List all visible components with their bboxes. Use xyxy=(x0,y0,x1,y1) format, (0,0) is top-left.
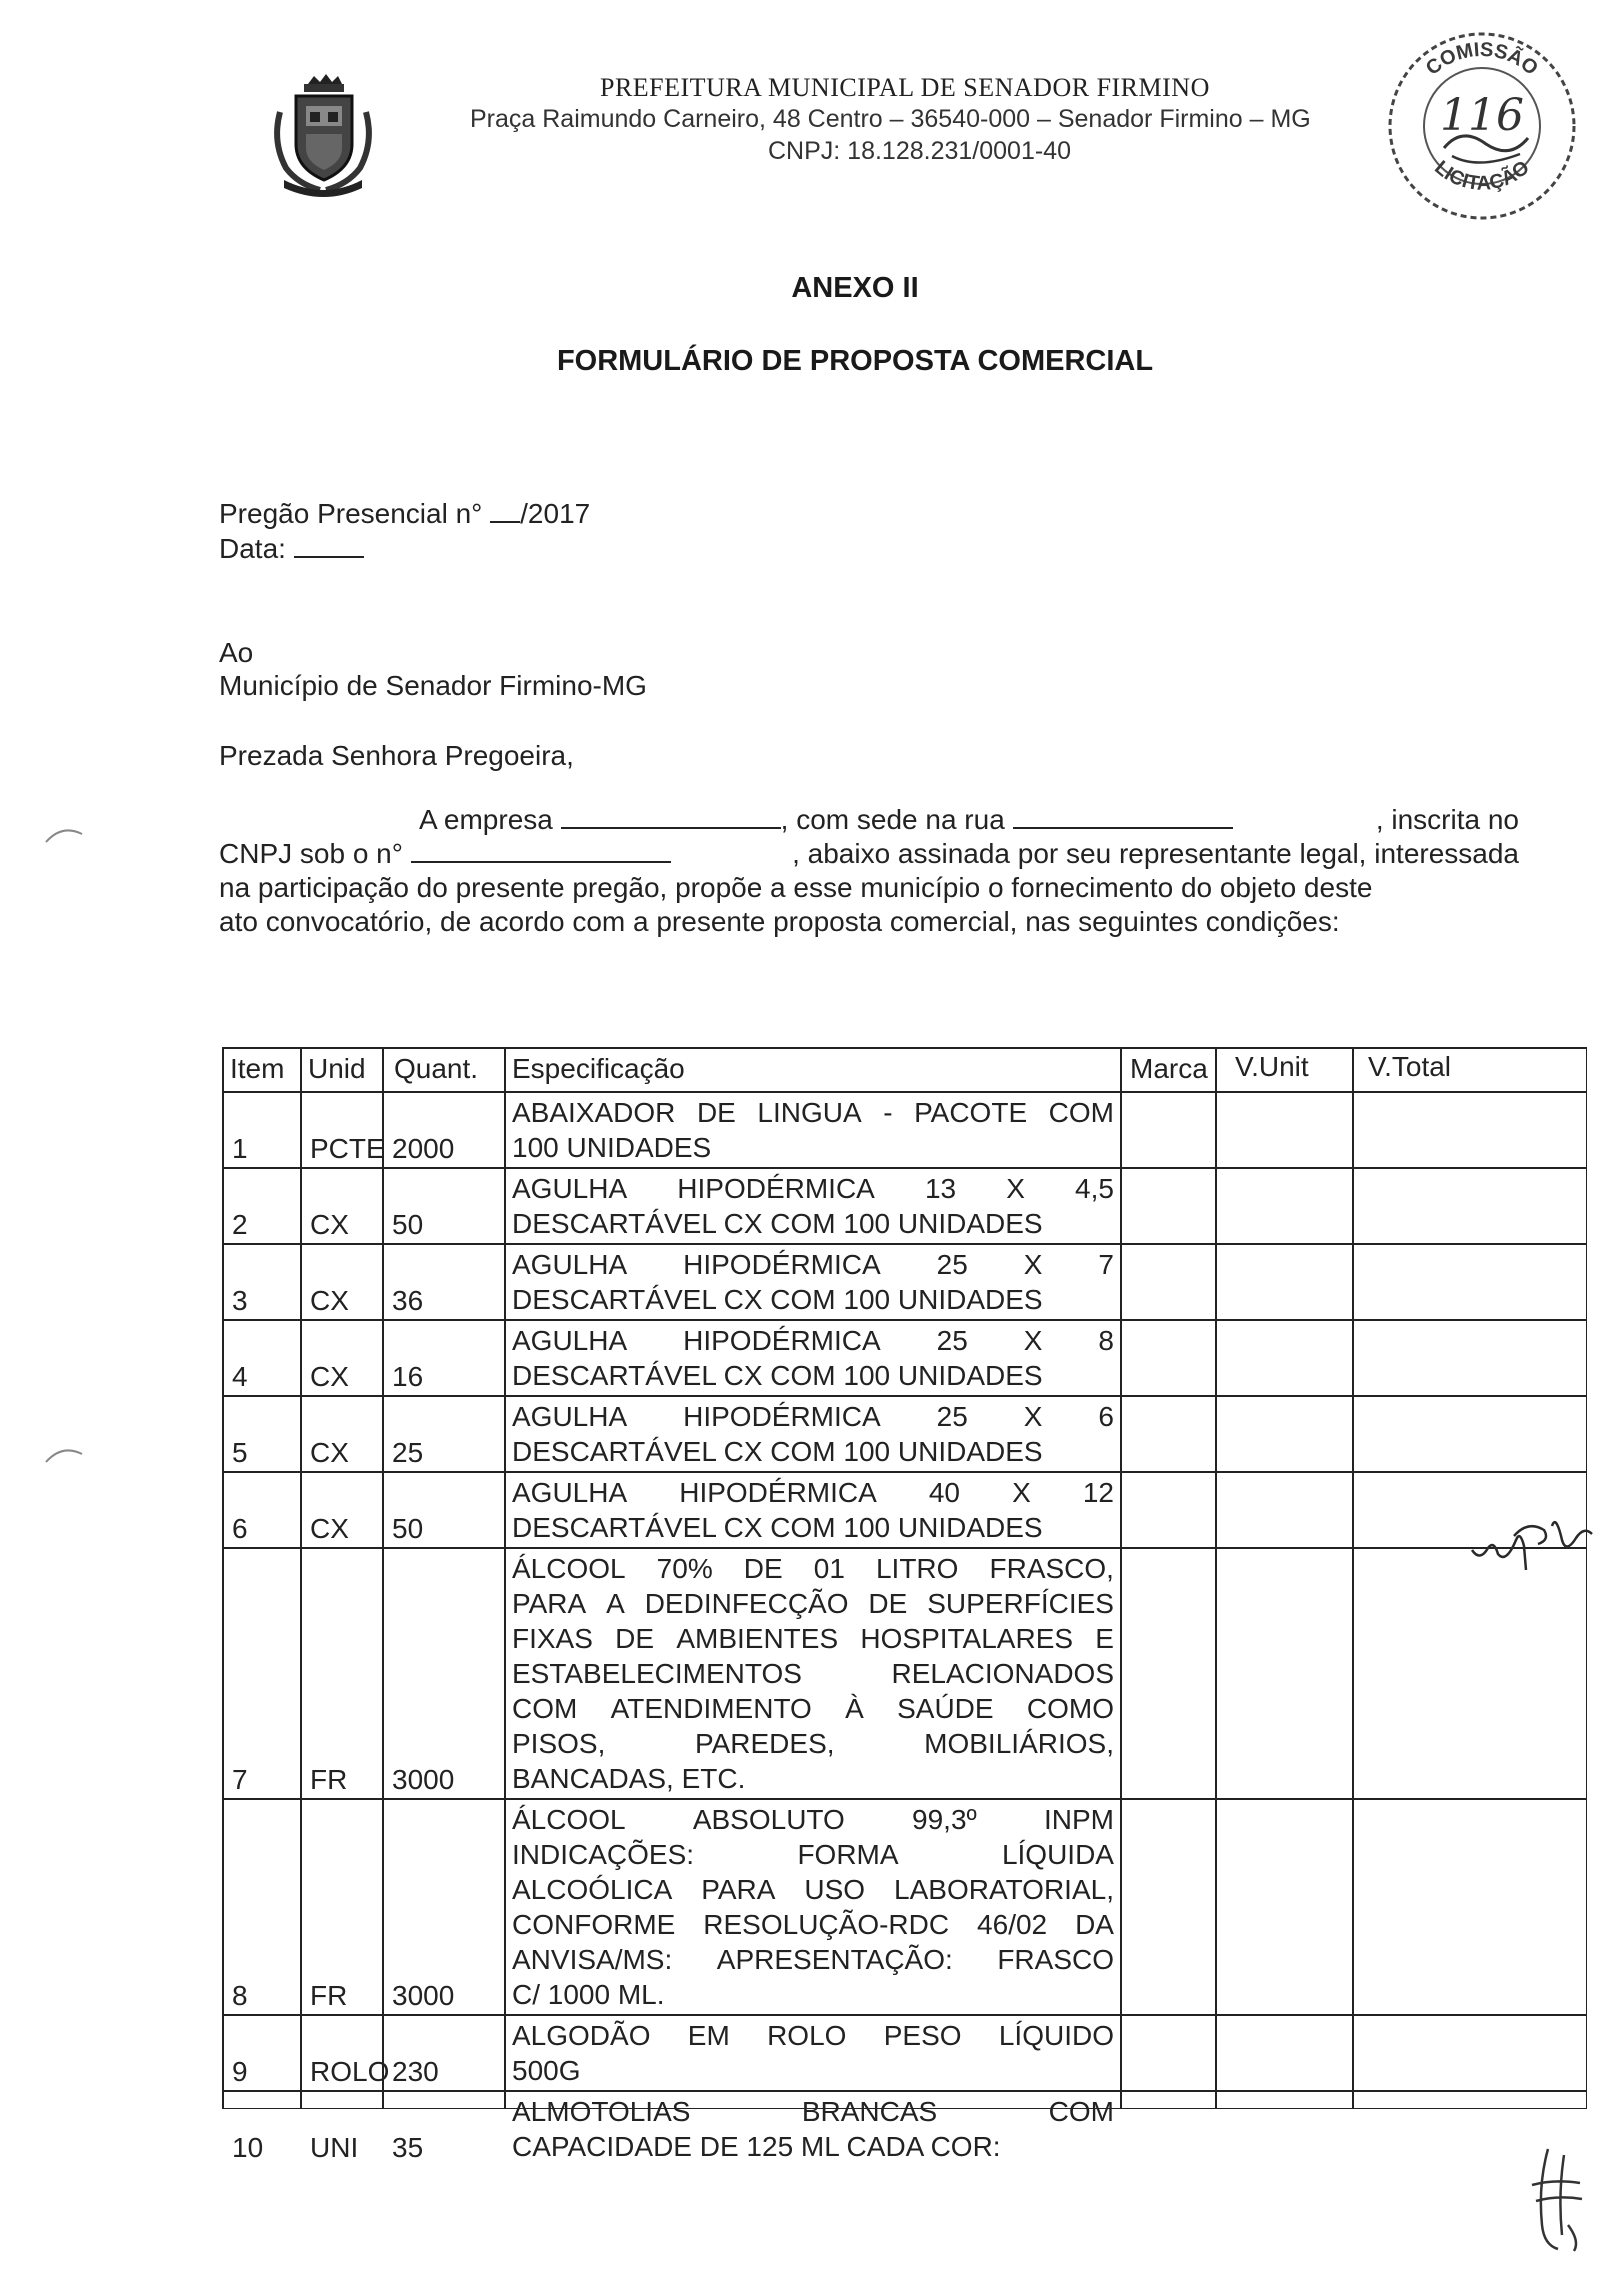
hole-punch-mark xyxy=(44,1440,84,1470)
handwritten-signature xyxy=(1466,1500,1596,1580)
commission-stamp xyxy=(1382,26,1582,226)
cell-item: 8 xyxy=(232,1980,248,2011)
cell-vtotal[interactable] xyxy=(1352,1243,1587,1319)
institution-address: Praça Raimundo Carneiro, 48 Centro – 36540-000 – Senador Firmino – MG xyxy=(470,105,1311,133)
header-vtotal: V.Total xyxy=(1368,1051,1452,1082)
spec-line: ALMOTOLIAS BRANCAS COM xyxy=(512,2096,1114,2127)
table-row xyxy=(222,1243,1587,1319)
pregao-number-blank[interactable] xyxy=(490,499,520,523)
cell-spec xyxy=(504,1167,1120,1243)
cell-unid: FR xyxy=(310,1764,348,1795)
table-row xyxy=(222,2014,1587,2090)
spec-line: FIXAS DE AMBIENTES HOSPITALARES E xyxy=(512,1623,1114,1654)
cell-marca[interactable] xyxy=(1120,1395,1215,1471)
company-blank[interactable] xyxy=(561,805,781,829)
spec-line: DESCARTÁVEL CX COM 100 UNIDADES xyxy=(512,1512,1043,1543)
table-row xyxy=(222,1798,1587,2014)
spec-line: BANCADAS, ETC. xyxy=(512,1763,746,1794)
spec-line: PARA A DEDINFECÇÃO DE SUPERFÍCIES xyxy=(512,1588,1114,1619)
cell-quant: 50 xyxy=(392,1513,424,1544)
table-row xyxy=(222,1471,1587,1547)
cell-quant: 3000 xyxy=(392,1764,455,1795)
cell-vtotal[interactable] xyxy=(1352,1167,1587,1243)
signed-by-text: , abaixo assinada por seu representante legal, interessada xyxy=(792,838,1519,869)
cell-item: 2 xyxy=(232,1209,248,1240)
pregao-label: Pregão Presencial n° xyxy=(219,498,483,529)
cell-vunit[interactable] xyxy=(1215,1547,1352,1798)
date-label: Data: xyxy=(219,533,286,564)
table-row xyxy=(222,1319,1587,1395)
spec-line: ALCOÓLICA PARA USO LABORATORIAL, xyxy=(512,1874,1114,1905)
cell-vunit[interactable] xyxy=(1215,1243,1352,1319)
cell-spec xyxy=(504,1471,1120,1547)
cell-item: 1 xyxy=(232,1133,248,1164)
pregao-year: /2017 xyxy=(520,498,591,529)
spec-line: C/ 1000 ML. xyxy=(512,1979,665,2010)
cell-vunit[interactable] xyxy=(1215,1319,1352,1395)
cell-vunit[interactable] xyxy=(1215,1395,1352,1471)
cell-item: 10 xyxy=(232,2132,264,2163)
table-row xyxy=(222,2090,1587,2166)
cell-marca[interactable] xyxy=(1120,1319,1215,1395)
institution-name: PREFEITURA MUNICIPAL DE SENADOR FIRMINO xyxy=(600,73,1210,102)
cell-quant: 16 xyxy=(392,1361,424,1392)
cell-quant: 3000 xyxy=(392,1980,455,2011)
cell-marca[interactable] xyxy=(1120,1091,1215,1167)
cell-spec xyxy=(504,1798,1120,2014)
cell-unid: CX xyxy=(310,1361,349,1392)
spec-line: 500G xyxy=(512,2055,581,2086)
cell-marca[interactable] xyxy=(1120,1167,1215,1243)
cell-unid: CX xyxy=(310,1513,349,1544)
spec-line: AGULHA HIPODÉRMICA 13 X 4,5 xyxy=(512,1173,1114,1204)
stamp-top-text: COMISSÃO xyxy=(1421,38,1542,80)
hole-punch-mark xyxy=(44,820,84,850)
spec-line: DESCARTÁVEL CX COM 100 UNIDADES xyxy=(512,1436,1043,1467)
intro-line-2 xyxy=(219,837,1519,871)
date-line xyxy=(219,533,364,565)
table-row xyxy=(222,1167,1587,1243)
cell-spec xyxy=(504,1547,1120,1798)
registered-label: , inscrita no xyxy=(1375,804,1519,835)
cell-quant: 25 xyxy=(392,1437,424,1468)
cell-vtotal[interactable] xyxy=(1352,1395,1587,1471)
spec-line: PISOS, PAREDES, MOBILIÁRIOS, xyxy=(512,1728,1114,1759)
spec-line: ESTABELECIMENTOS RELACIONADOS xyxy=(512,1658,1114,1689)
addressee-line2: Município de Senador Firmino-MG xyxy=(219,670,647,701)
cell-spec xyxy=(504,2090,1120,2166)
stamp-bottom-text: LICITAÇÃO xyxy=(1430,156,1534,195)
spec-line: COM ATENDIMENTO À SAÚDE COMO xyxy=(512,1693,1114,1724)
cell-vunit[interactable] xyxy=(1215,1167,1352,1243)
cell-unid: UNI xyxy=(310,2132,359,2163)
cnpj-blank[interactable] xyxy=(411,839,671,863)
cell-unid: ROLO xyxy=(310,2056,390,2087)
cell-unid: PCTE xyxy=(310,1133,385,1164)
spec-line: AGULHA HIPODÉRMICA 25 X 7 xyxy=(512,1249,1114,1280)
cell-marca[interactable] xyxy=(1120,1471,1215,1547)
spec-line: INDICAÇÕES: FORMA LÍQUIDA xyxy=(512,1839,1114,1870)
cnpj-label: CNPJ sob o n° xyxy=(219,838,403,869)
spec-line: DESCARTÁVEL CX COM 100 UNIDADES xyxy=(512,1284,1043,1315)
cell-marca[interactable] xyxy=(1120,1798,1215,2014)
spec-line: ÁLCOOL ABSOLUTO 99,3º INPM xyxy=(512,1804,1114,1835)
cell-vunit[interactable] xyxy=(1215,1798,1352,2014)
intro-line-1 xyxy=(219,803,1519,837)
intro-paragraph xyxy=(219,803,1519,939)
cell-spec xyxy=(504,1091,1120,1167)
stamp-number: 116 xyxy=(1440,90,1524,141)
table-row xyxy=(222,1091,1587,1167)
cell-unid: CX xyxy=(310,1209,349,1240)
proposal-table xyxy=(222,1047,1587,2163)
spec-line: ALGODÃO EM ROLO PESO LÍQUIDO xyxy=(512,2020,1114,2051)
intro-line-3: na participação do presente pregão, propõe a esse município o fornecimento do objeto deste xyxy=(219,872,1373,903)
cell-spec xyxy=(504,1319,1120,1395)
intro-line-4: ato convocatório, de acordo com a presente proposta comercial, nas seguintes condições: xyxy=(219,906,1340,937)
cell-unid: FR xyxy=(310,1980,348,2011)
cell-vtotal[interactable] xyxy=(1352,1091,1587,1167)
spec-line: DESCARTÁVEL CX COM 100 UNIDADES xyxy=(512,1360,1043,1391)
company-label: A empresa xyxy=(419,804,553,835)
cell-spec xyxy=(504,2014,1120,2090)
table-row xyxy=(222,1547,1587,1798)
cell-vunit[interactable] xyxy=(1215,2090,1352,2166)
cell-unid: CX xyxy=(310,1437,349,1468)
spec-line: AGULHA HIPODÉRMICA 25 X 6 xyxy=(512,1401,1114,1432)
cell-spec xyxy=(504,1243,1120,1319)
cell-item: 9 xyxy=(232,2056,248,2087)
cell-unid: CX xyxy=(310,1285,349,1316)
cell-vtotal[interactable] xyxy=(1352,1319,1587,1395)
cell-vunit[interactable] xyxy=(1215,1471,1352,1547)
cell-item: 6 xyxy=(232,1513,248,1544)
spec-line: AGULHA HIPODÉRMICA 25 X 8 xyxy=(512,1325,1114,1356)
spec-line: AGULHA HIPODÉRMICA 40 X 12 xyxy=(512,1477,1114,1508)
annex-title: ANEXO II xyxy=(791,272,919,304)
table-header-row xyxy=(222,1047,1587,1091)
spec-line: ANVISA/MS: APRESENTAÇÃO: FRASCO xyxy=(512,1944,1114,1975)
cell-vtotal[interactable] xyxy=(1352,1547,1587,1798)
spec-line: ÁLCOOL 70% DE 01 LITRO FRASCO, xyxy=(512,1553,1114,1584)
cell-quant: 36 xyxy=(392,1285,424,1316)
pregao-line xyxy=(219,498,590,530)
cell-item: 5 xyxy=(232,1437,248,1468)
cell-item: 3 xyxy=(232,1285,248,1316)
street-label: , com sede na rua xyxy=(780,804,1005,835)
header-spec: Especificação xyxy=(512,1053,685,1084)
cell-marca[interactable] xyxy=(1120,1547,1215,1798)
header-item: Item xyxy=(230,1053,285,1084)
header-marca: Marca xyxy=(1130,1053,1208,1084)
cell-vunit[interactable] xyxy=(1215,1091,1352,1167)
street-blank[interactable] xyxy=(1013,805,1233,829)
cell-quant: 50 xyxy=(392,1209,424,1240)
cell-quant: 35 xyxy=(392,2132,424,2163)
cell-item: 4 xyxy=(232,1361,248,1392)
spec-line: DESCARTÁVEL CX COM 100 UNIDADES xyxy=(512,1208,1043,1239)
header-vunit: V.Unit xyxy=(1235,1051,1309,1082)
date-blank[interactable] xyxy=(294,534,364,558)
municipal-crest-icon xyxy=(268,72,378,200)
header-quant: Quant. xyxy=(394,1053,479,1084)
cell-vtotal[interactable] xyxy=(1352,1798,1587,2014)
spec-line: CAPACIDADE DE 125 ML CADA COR: xyxy=(512,2131,1001,2162)
form-title: FORMULÁRIO DE PROPOSTA COMERCIAL xyxy=(556,345,1154,377)
cell-marca[interactable] xyxy=(1120,1243,1215,1319)
cell-spec xyxy=(504,1395,1120,1471)
institution-cnpj: CNPJ: 18.128.231/0001-40 xyxy=(768,137,1071,165)
handwritten-initials xyxy=(1518,2145,1588,2255)
table-row xyxy=(222,1395,1587,1471)
cell-vtotal[interactable] xyxy=(1352,2014,1587,2090)
greeting: Prezada Senhora Pregoeira, xyxy=(219,740,574,771)
header-unid: Unid xyxy=(308,1053,366,1084)
addressee-line1: Ao xyxy=(219,637,254,668)
spec-line: ABAIXADOR DE LINGUA - PACOTE COM xyxy=(512,1097,1114,1128)
cell-marca[interactable] xyxy=(1120,2014,1215,2090)
spec-line: CONFORME RESOLUÇÃO-RDC 46/02 DA xyxy=(512,1909,1114,1940)
cell-quant: 230 xyxy=(392,2056,439,2087)
cell-marca[interactable] xyxy=(1120,2090,1215,2166)
spec-line: 100 UNIDADES xyxy=(512,1132,712,1163)
cell-quant: 2000 xyxy=(392,1133,455,1164)
cell-vunit[interactable] xyxy=(1215,2014,1352,2090)
cell-item: 7 xyxy=(232,1764,248,1795)
